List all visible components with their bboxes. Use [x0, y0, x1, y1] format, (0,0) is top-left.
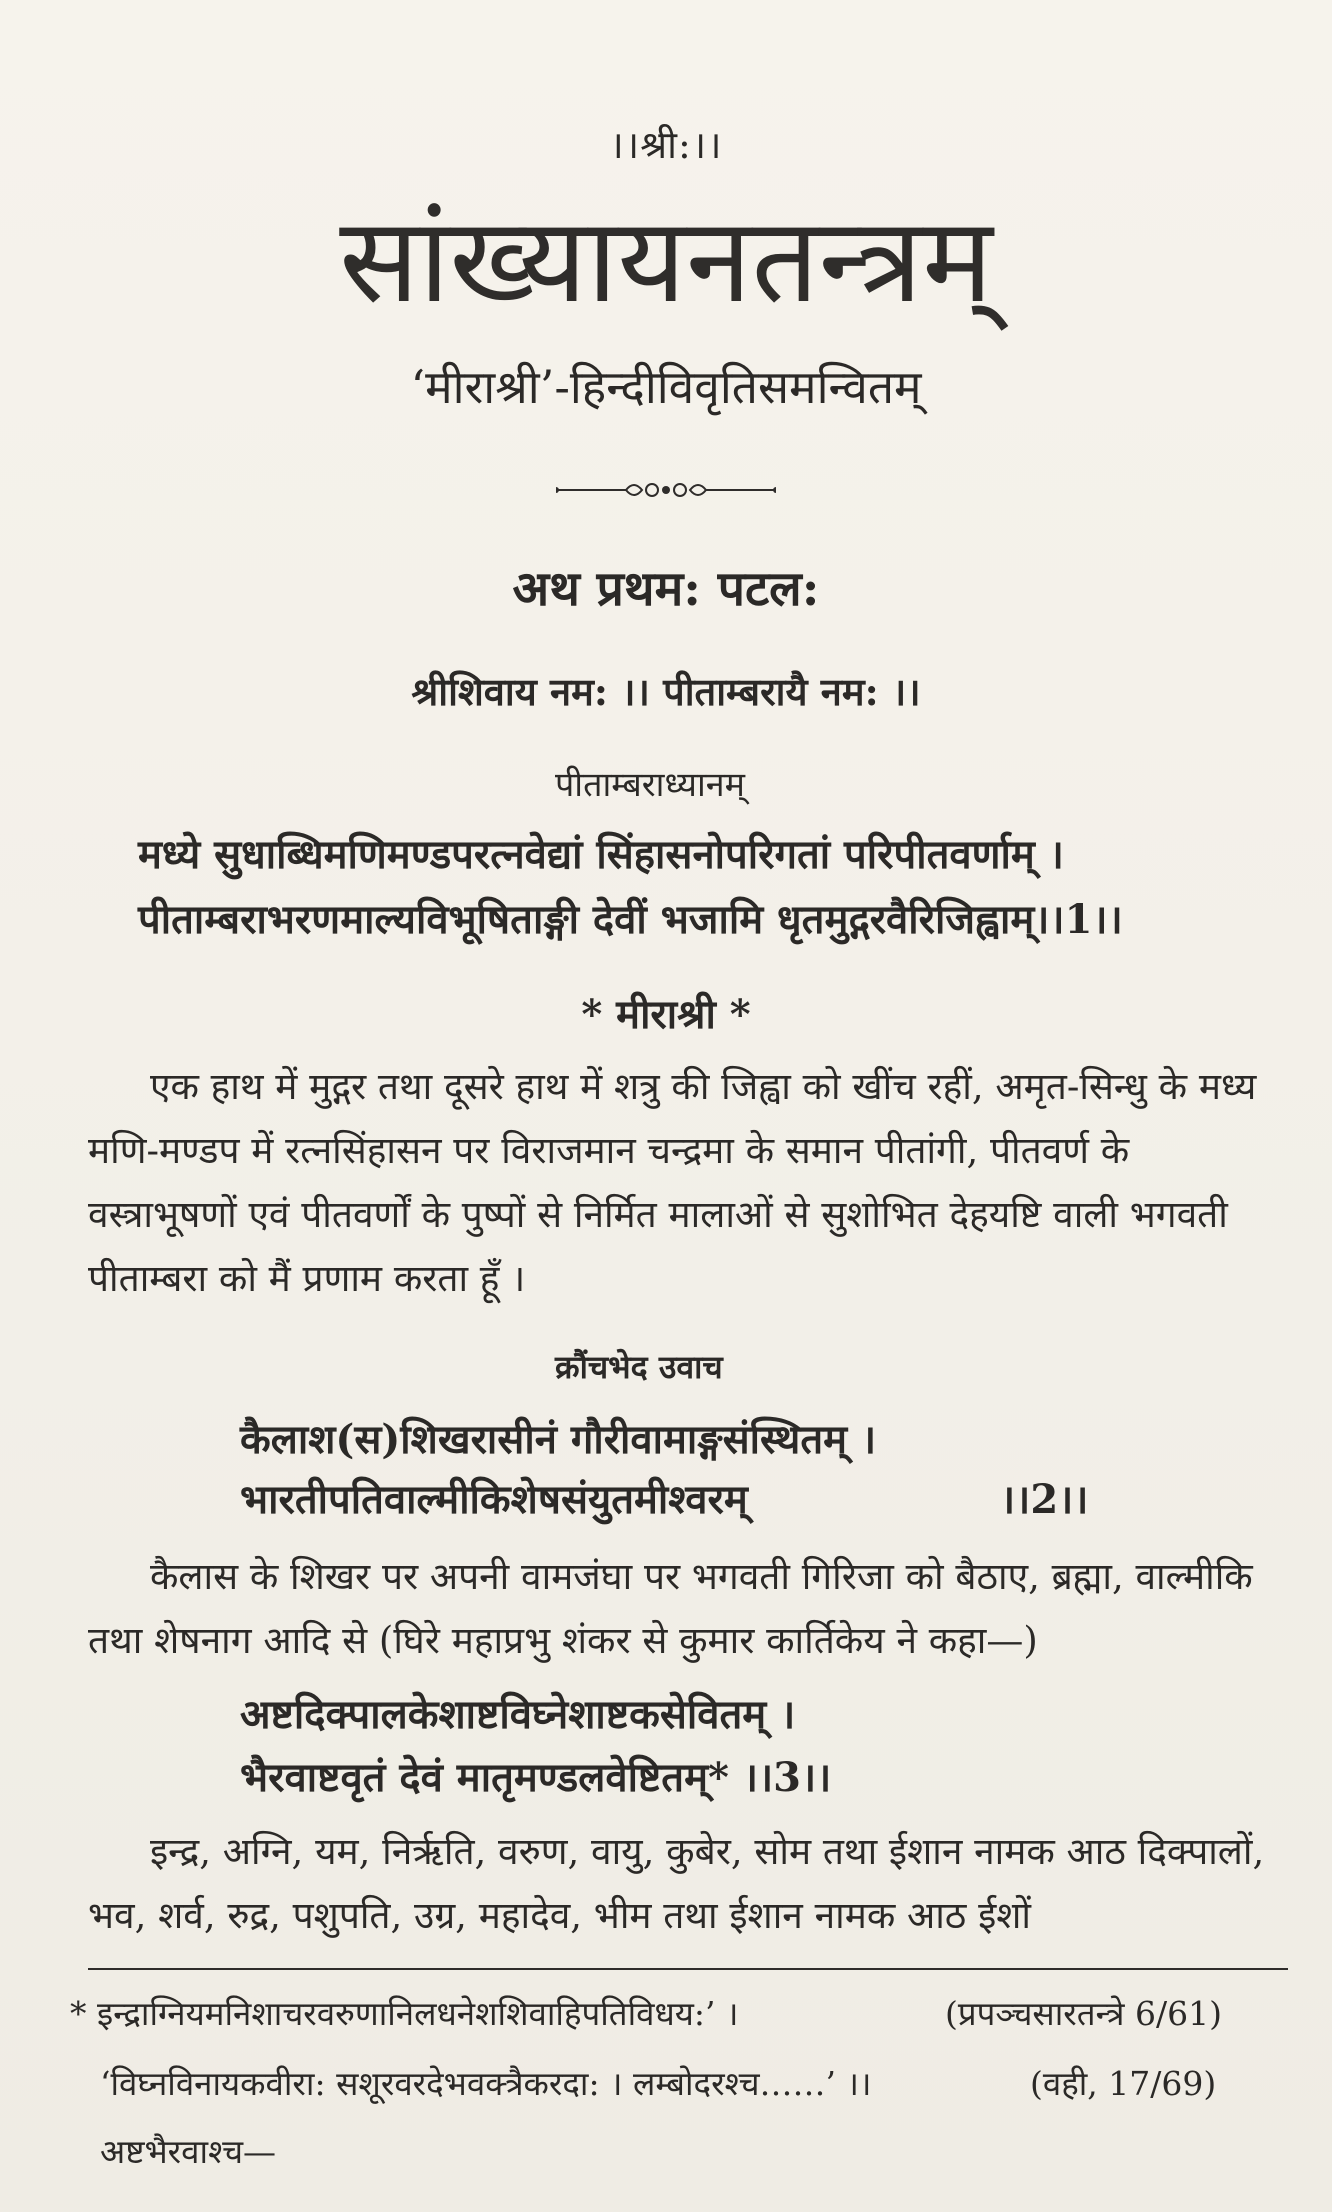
verse-1-line-1: मध्ये सुधाब्धिमणिमण्डपरत्नवेद्यां सिंहासनोपरिगतां परिपीतवर्णाम् । [138, 831, 1064, 878]
verse-2-line-1: कैलाश(स)शिखरासीनं गौरीवामाङ्गसंस्थितम् । [240, 1416, 877, 1463]
footnote-2-source: (वही, 17/69) [1030, 2064, 1217, 2103]
verse-1-line-2: पीताम्बराभरणमाल्यविभूषिताङ्गी देवीं भजामि धृतमुद्गरवैरिजिह्वाम्।।1।। [138, 896, 1123, 943]
commentary-3-text: इन्द्र, अग्नि, यम, निर्ऋति, वरुण, वायु, कुबेर, सोम तथा ईशान नामक आठ दिक्पालों, भव, शर्व, रुद्र, पशुपति, उग्र, महादेव, भीम तथा ईशान नामक आठ ईशों [88, 1830, 1265, 1937]
commentary-1-text: एक हाथ में मुद्गर तथा दूसरे हाथ में शत्रु की जिह्वा को खींच रहीं, अमृत-सिन्धु के मध्य मणि-मण्डप में रत्नसिंहासन पर विराजमान चन्द्रमा के समान पीतांगी, पीतवर्ण के वस्त्राभूषणों एवं पीतवर्णों के पुष्पों से निर्मित मालाओं से सुशोभित देहयष्टि वाली भगवती पीताम्बरा को मैं प्रणाम करता हूँ । [88, 1065, 1257, 1300]
commentary-paragraph-3 [88, 1820, 1288, 1948]
commentary-paragraph-2 [88, 1545, 1288, 1673]
verse-2-number: ।।2।। [1000, 1476, 1089, 1523]
footnote-divider [88, 1968, 1288, 1970]
salutation: श्रीशिवाय नम: ।। पीताम्बरायै नम: ।। [411, 669, 921, 714]
footnote-3: अष्टभैरवाश्च— [100, 2132, 277, 2171]
chapter-heading: अथ प्रथम: पटल: [512, 561, 820, 617]
invocation: ।।श्री:।। [609, 123, 723, 167]
verse-3-line-1: अष्टदिक्पालकेशाष्टविघ्नेशाष्टकसेवितम् । [240, 1691, 796, 1738]
speaker-label: क्रौंचभेद उवाच [555, 1348, 723, 1386]
footnote-1-source: (प्रपञ्चसारतन्त्रे 6/61) [945, 1994, 1222, 2033]
meditation-title: पीताम्बराध्यानम् [555, 765, 745, 805]
verse-3-line-2: भैरवाष्टवृतं देवं मातृमण्डलवेष्टितम्* ।।3।। [240, 1754, 832, 1801]
commentary-heading: * मीराश्री * [581, 991, 751, 1038]
ornament-divider [0, 470, 1332, 510]
ornament-icon [556, 473, 776, 507]
book-title: सांख्यायनतन्त्रम् [339, 191, 993, 329]
book-subtitle: ‘मीराश्री’-हिन्दीविवृतिसमन्वितम् [410, 360, 922, 414]
footnote-1: * इन्द्राग्नियमनिशाचरवरुणानिलधनेशशिवाहिपतिविधय:’ । [70, 1994, 739, 2033]
footnote-2: ‘विघ्नविनायकवीरा: सशूरवरदेभवक्त्रैकरदा: । लम्बोदरश्च……’ ।। [100, 2064, 872, 2103]
commentary-paragraph-1 [88, 1055, 1288, 1311]
commentary-2-text: कैलास के शिखर पर अपनी वामजंघा पर भगवती गिरिजा को बैठाए, ब्रह्मा, वाल्मीकि तथा शेषनाग आदि से (घिरे महाप्रभु शंकर से कुमार कार्तिकेय ने कहा—) [88, 1555, 1253, 1662]
verse-2-line-2: भारतीपतिवाल्मीकिशेषसंयुतमीश्वरम् [240, 1476, 748, 1523]
